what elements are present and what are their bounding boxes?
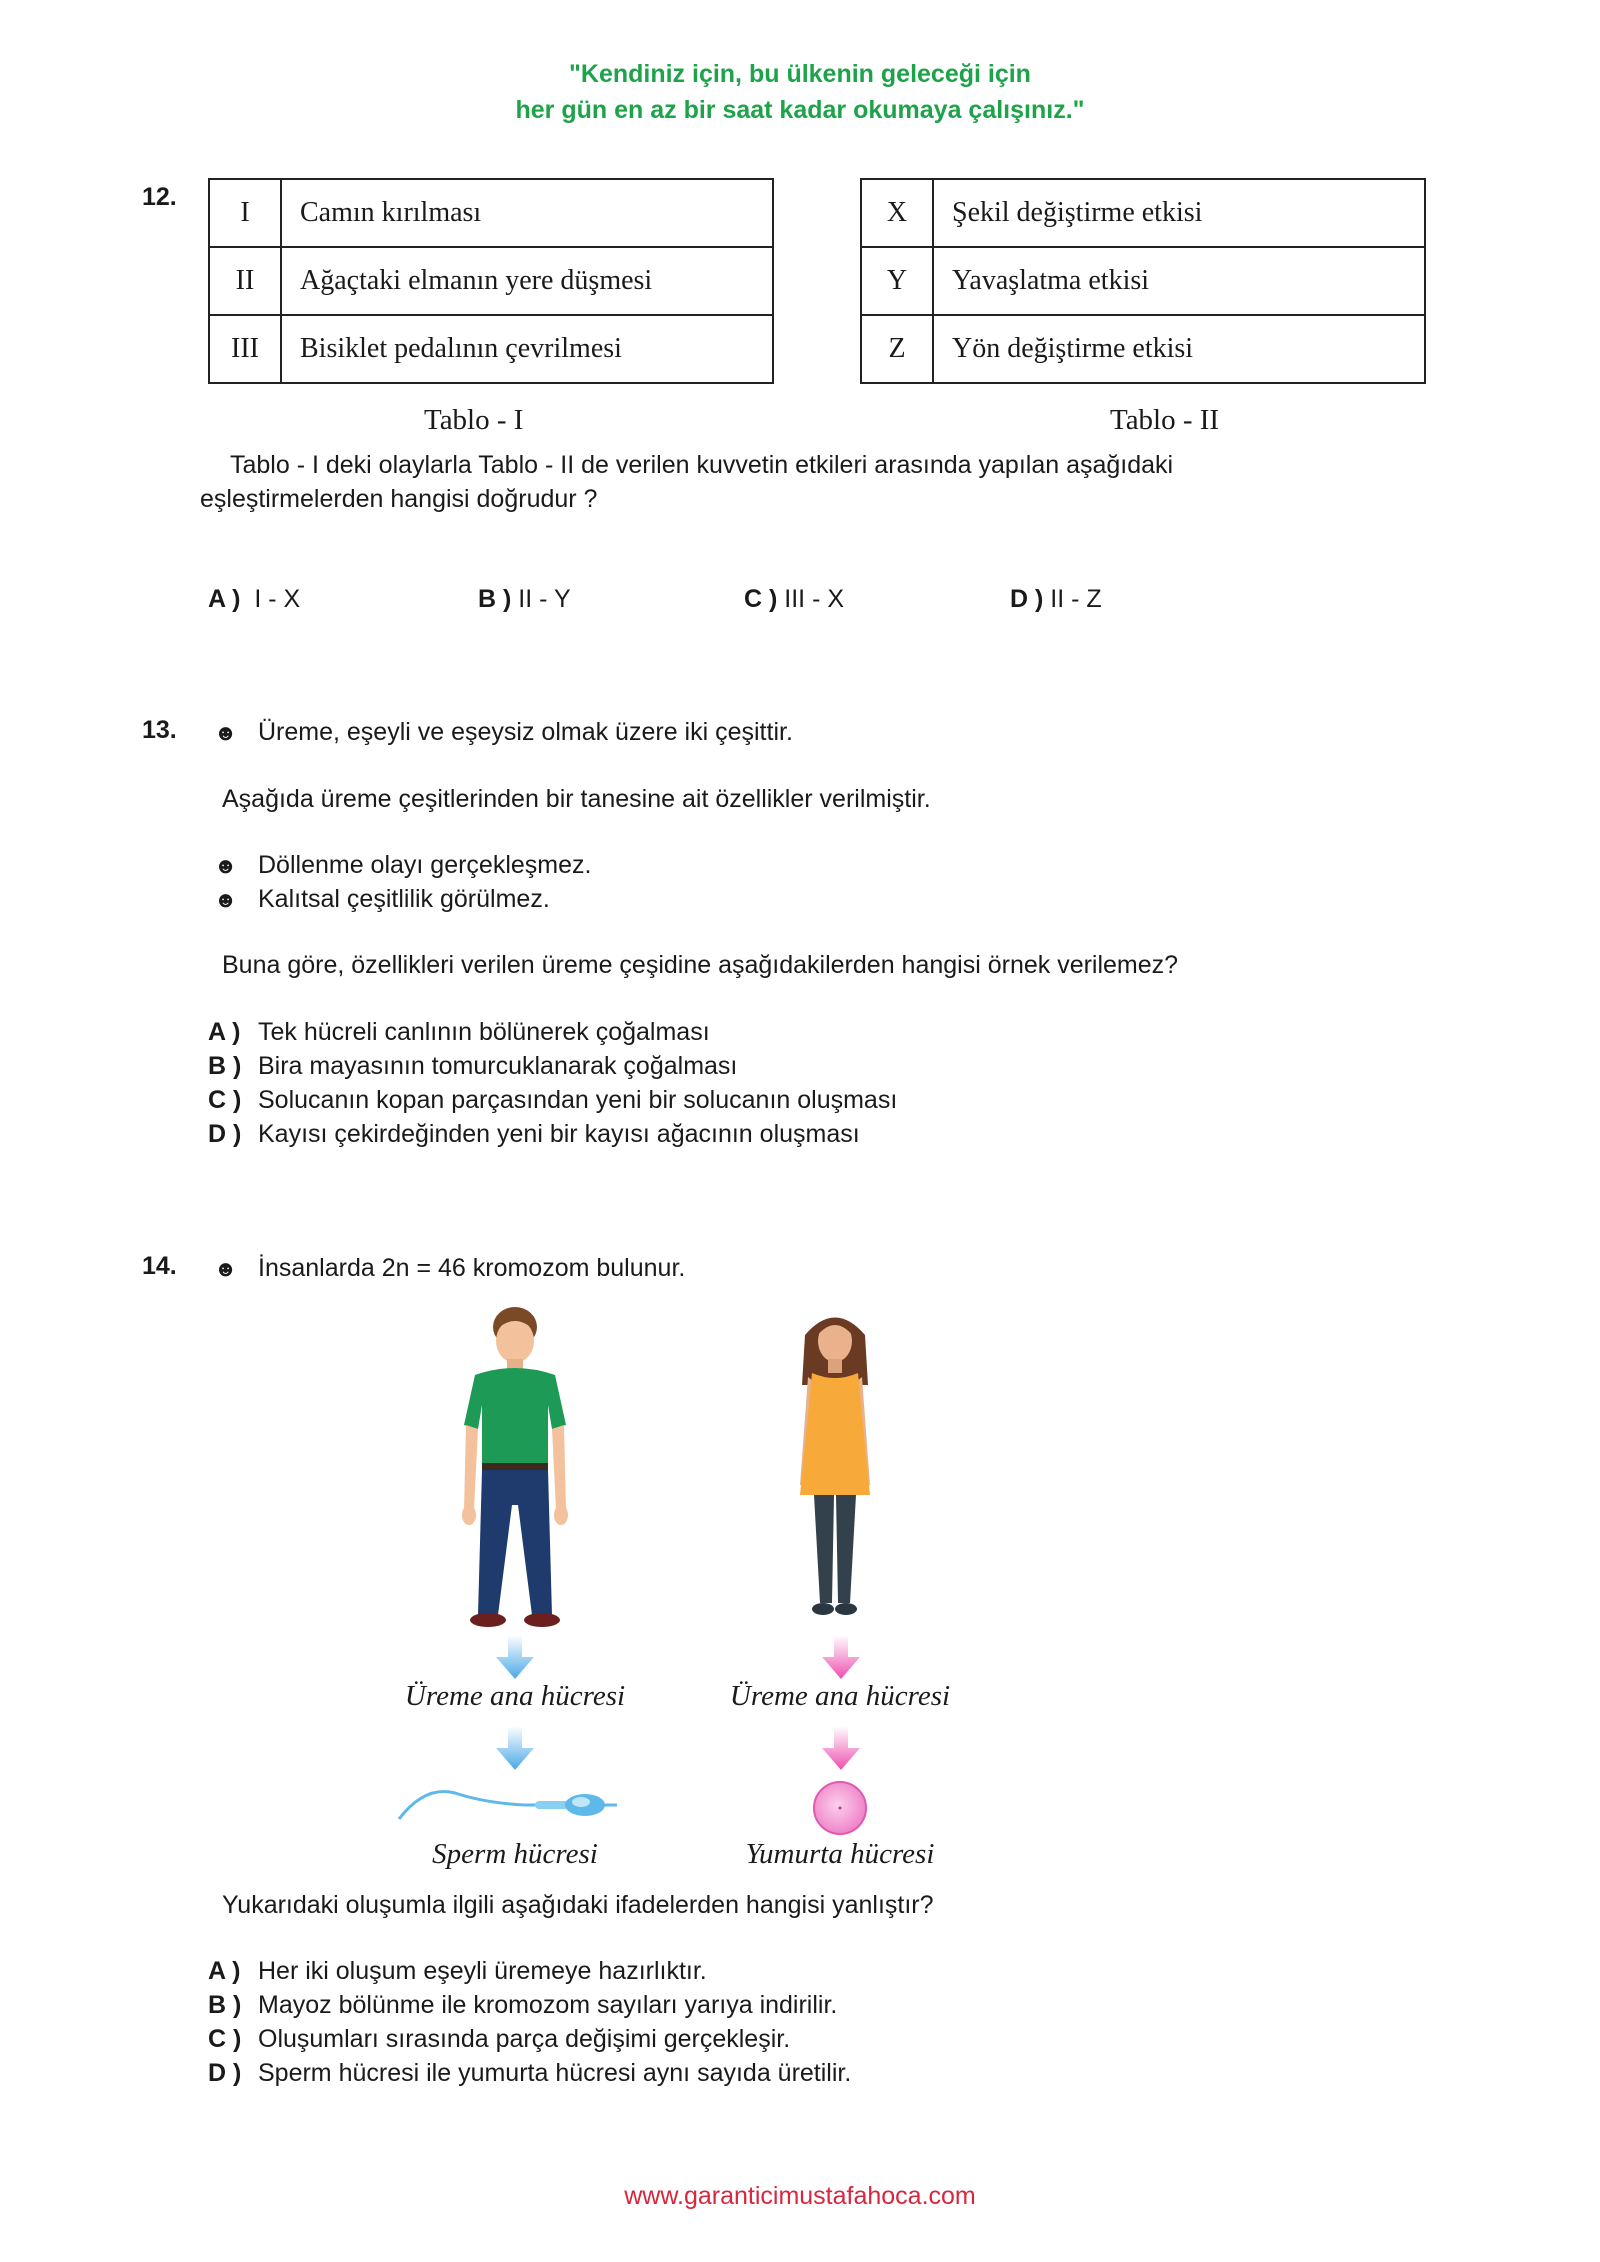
motto-line-1: "Kendiniz için, bu ülkenin geleceği için bbox=[569, 60, 1031, 88]
option-text: Tek hücreli canlının bölünerek çoğalması bbox=[258, 1018, 710, 1046]
table-1 bbox=[208, 178, 774, 384]
option-label: D ) bbox=[1010, 585, 1044, 613]
option-d[interactable] bbox=[1010, 582, 1102, 616]
option-label: D ) bbox=[208, 1120, 242, 1148]
option-c[interactable] bbox=[208, 2022, 790, 2056]
footer-url-link[interactable]: www.garanticimustafahoca.com bbox=[624, 2182, 976, 2210]
option-d[interactable] bbox=[208, 1117, 860, 1151]
down-arrow-icon bbox=[820, 1726, 862, 1772]
table-2 bbox=[860, 178, 1426, 384]
male-cell-label: Üreme ana hücresi bbox=[404, 1680, 626, 1712]
table-cell-key: II bbox=[209, 247, 281, 315]
question-12-text-line-2: eşleştirmelerden hangisi doğrudur ? bbox=[200, 485, 598, 513]
smiley-bullet-icon: ☻ bbox=[214, 1256, 238, 1281]
female-cell-label: Üreme ana hücresi bbox=[729, 1680, 951, 1712]
table-row bbox=[861, 315, 1425, 383]
option-label: C ) bbox=[744, 585, 778, 613]
option-text: I - X bbox=[254, 585, 301, 613]
option-label: A ) bbox=[208, 1957, 241, 1985]
woman-illustration bbox=[780, 1305, 890, 1630]
option-text: II - Y bbox=[518, 585, 571, 613]
table-row bbox=[861, 247, 1425, 315]
table-cell-text: Yön değiştirme etkisi bbox=[933, 315, 1425, 383]
option-text: Mayoz bölünme ile kromozom sayıları yarıya indirilir. bbox=[258, 1991, 838, 2019]
question-12-text-line-1: Tablo - I deki olaylarla Tablo - II de verilen kuvvetin etkileri arasında yapılan aşağıdaki bbox=[230, 451, 1174, 479]
option-c[interactable] bbox=[744, 582, 844, 616]
option-label: B ) bbox=[208, 1991, 242, 2019]
table-cell-text: Bisiklet pedalının çevrilmesi bbox=[281, 315, 773, 383]
q13-sentence: Aşağıda üreme çeşitlerinden bir tanesine ait özellikler verilmiştir. bbox=[222, 785, 931, 813]
question-number-13: 13. bbox=[142, 716, 177, 744]
option-text: Sperm hücresi ile yumurta hücresi aynı sayıda üretilir. bbox=[258, 2059, 852, 2087]
table-row bbox=[861, 179, 1425, 247]
egg-cell-illustration bbox=[810, 1778, 870, 1838]
option-label: A ) bbox=[208, 585, 241, 613]
option-d[interactable] bbox=[208, 2056, 851, 2090]
option-a[interactable] bbox=[208, 582, 300, 616]
option-text: Bira mayasının tomurcuklanarak çoğalması bbox=[258, 1052, 738, 1080]
sperm-cell-label: Sperm hücresi bbox=[432, 1838, 598, 1870]
option-text: Solucanın kopan parçasından yeni bir solucanın oluşması bbox=[258, 1086, 898, 1114]
option-label: A ) bbox=[208, 1018, 241, 1046]
option-label: C ) bbox=[208, 2025, 242, 2053]
q13-feature-1: Döllenme olayı gerçekleşmez. bbox=[258, 851, 592, 879]
down-arrow-icon bbox=[494, 1726, 536, 1772]
option-text: Oluşumları sırasında parça değişimi gerçekleşir. bbox=[258, 2025, 791, 2053]
option-c[interactable] bbox=[208, 1083, 897, 1117]
q13-question: Buna göre, özellikleri verilen üreme çeşidine aşağıdakilerden hangisi örnek verilemez? bbox=[222, 951, 1179, 979]
table-cell-text: Şekil değiştirme etkisi bbox=[933, 179, 1425, 247]
table-cell-text: Yavaşlatma etkisi bbox=[933, 247, 1425, 315]
smiley-bullet-icon: ☻ bbox=[214, 720, 238, 745]
question-number-14: 14. bbox=[142, 1252, 177, 1280]
option-text: III - X bbox=[784, 585, 845, 613]
option-b[interactable] bbox=[208, 1049, 737, 1083]
table-cell-text: Camın kırılması bbox=[281, 179, 773, 247]
table-1-caption: Tablo - I bbox=[424, 404, 524, 436]
q13-intro: Üreme, eşeyli ve eşeysiz olmak üzere iki çeşittir. bbox=[258, 718, 793, 746]
question-number-12: 12. bbox=[142, 183, 177, 211]
option-text: II - Z bbox=[1050, 585, 1102, 613]
table-row bbox=[209, 247, 773, 315]
sperm-cell-illustration bbox=[395, 1775, 625, 1835]
table-cell-key: III bbox=[209, 315, 281, 383]
option-label: D ) bbox=[208, 2059, 242, 2087]
option-label: C ) bbox=[208, 1086, 242, 1114]
table-cell-text: Ağaçtaki elmanın yere düşmesi bbox=[281, 247, 773, 315]
table-cell-key: X bbox=[861, 179, 933, 247]
q14-question: Yukarıdaki oluşumla ilgili aşağıdaki ifadelerden hangisi yanlıştır? bbox=[222, 1891, 934, 1919]
option-text: Kayısı çekirdeğinden yeni bir kayısı ağacının oluşması bbox=[258, 1120, 860, 1148]
option-text: Her iki oluşum eşeyli üremeye hazırlıktır. bbox=[258, 1957, 707, 1985]
table-cell-key: Y bbox=[861, 247, 933, 315]
q14-intro: İnsanlarda 2n = 46 kromozom bulunur. bbox=[258, 1254, 686, 1282]
option-label: B ) bbox=[478, 585, 512, 613]
option-a[interactable] bbox=[208, 1954, 707, 1988]
egg-cell-label: Yumurta hücresi bbox=[745, 1838, 935, 1870]
table-cell-key: I bbox=[209, 179, 281, 247]
option-label: B ) bbox=[208, 1052, 242, 1080]
q13-feature-2: Kalıtsal çeşitlilik görülmez. bbox=[258, 885, 550, 913]
table-cell-key: Z bbox=[861, 315, 933, 383]
down-arrow-icon bbox=[494, 1635, 536, 1681]
option-b[interactable] bbox=[478, 582, 571, 616]
smiley-bullet-icon: ☻ bbox=[214, 887, 238, 912]
table-2-caption: Tablo - II bbox=[1110, 404, 1220, 436]
table-row bbox=[209, 179, 773, 247]
man-illustration bbox=[440, 1305, 590, 1630]
motto-line-2: her gün en az bir saat kadar okumaya çalışınız." bbox=[515, 96, 1085, 124]
table-row bbox=[209, 315, 773, 383]
option-b[interactable] bbox=[208, 1988, 837, 2022]
option-a[interactable] bbox=[208, 1015, 710, 1049]
down-arrow-icon bbox=[820, 1635, 862, 1681]
smiley-bullet-icon: ☻ bbox=[214, 853, 238, 878]
